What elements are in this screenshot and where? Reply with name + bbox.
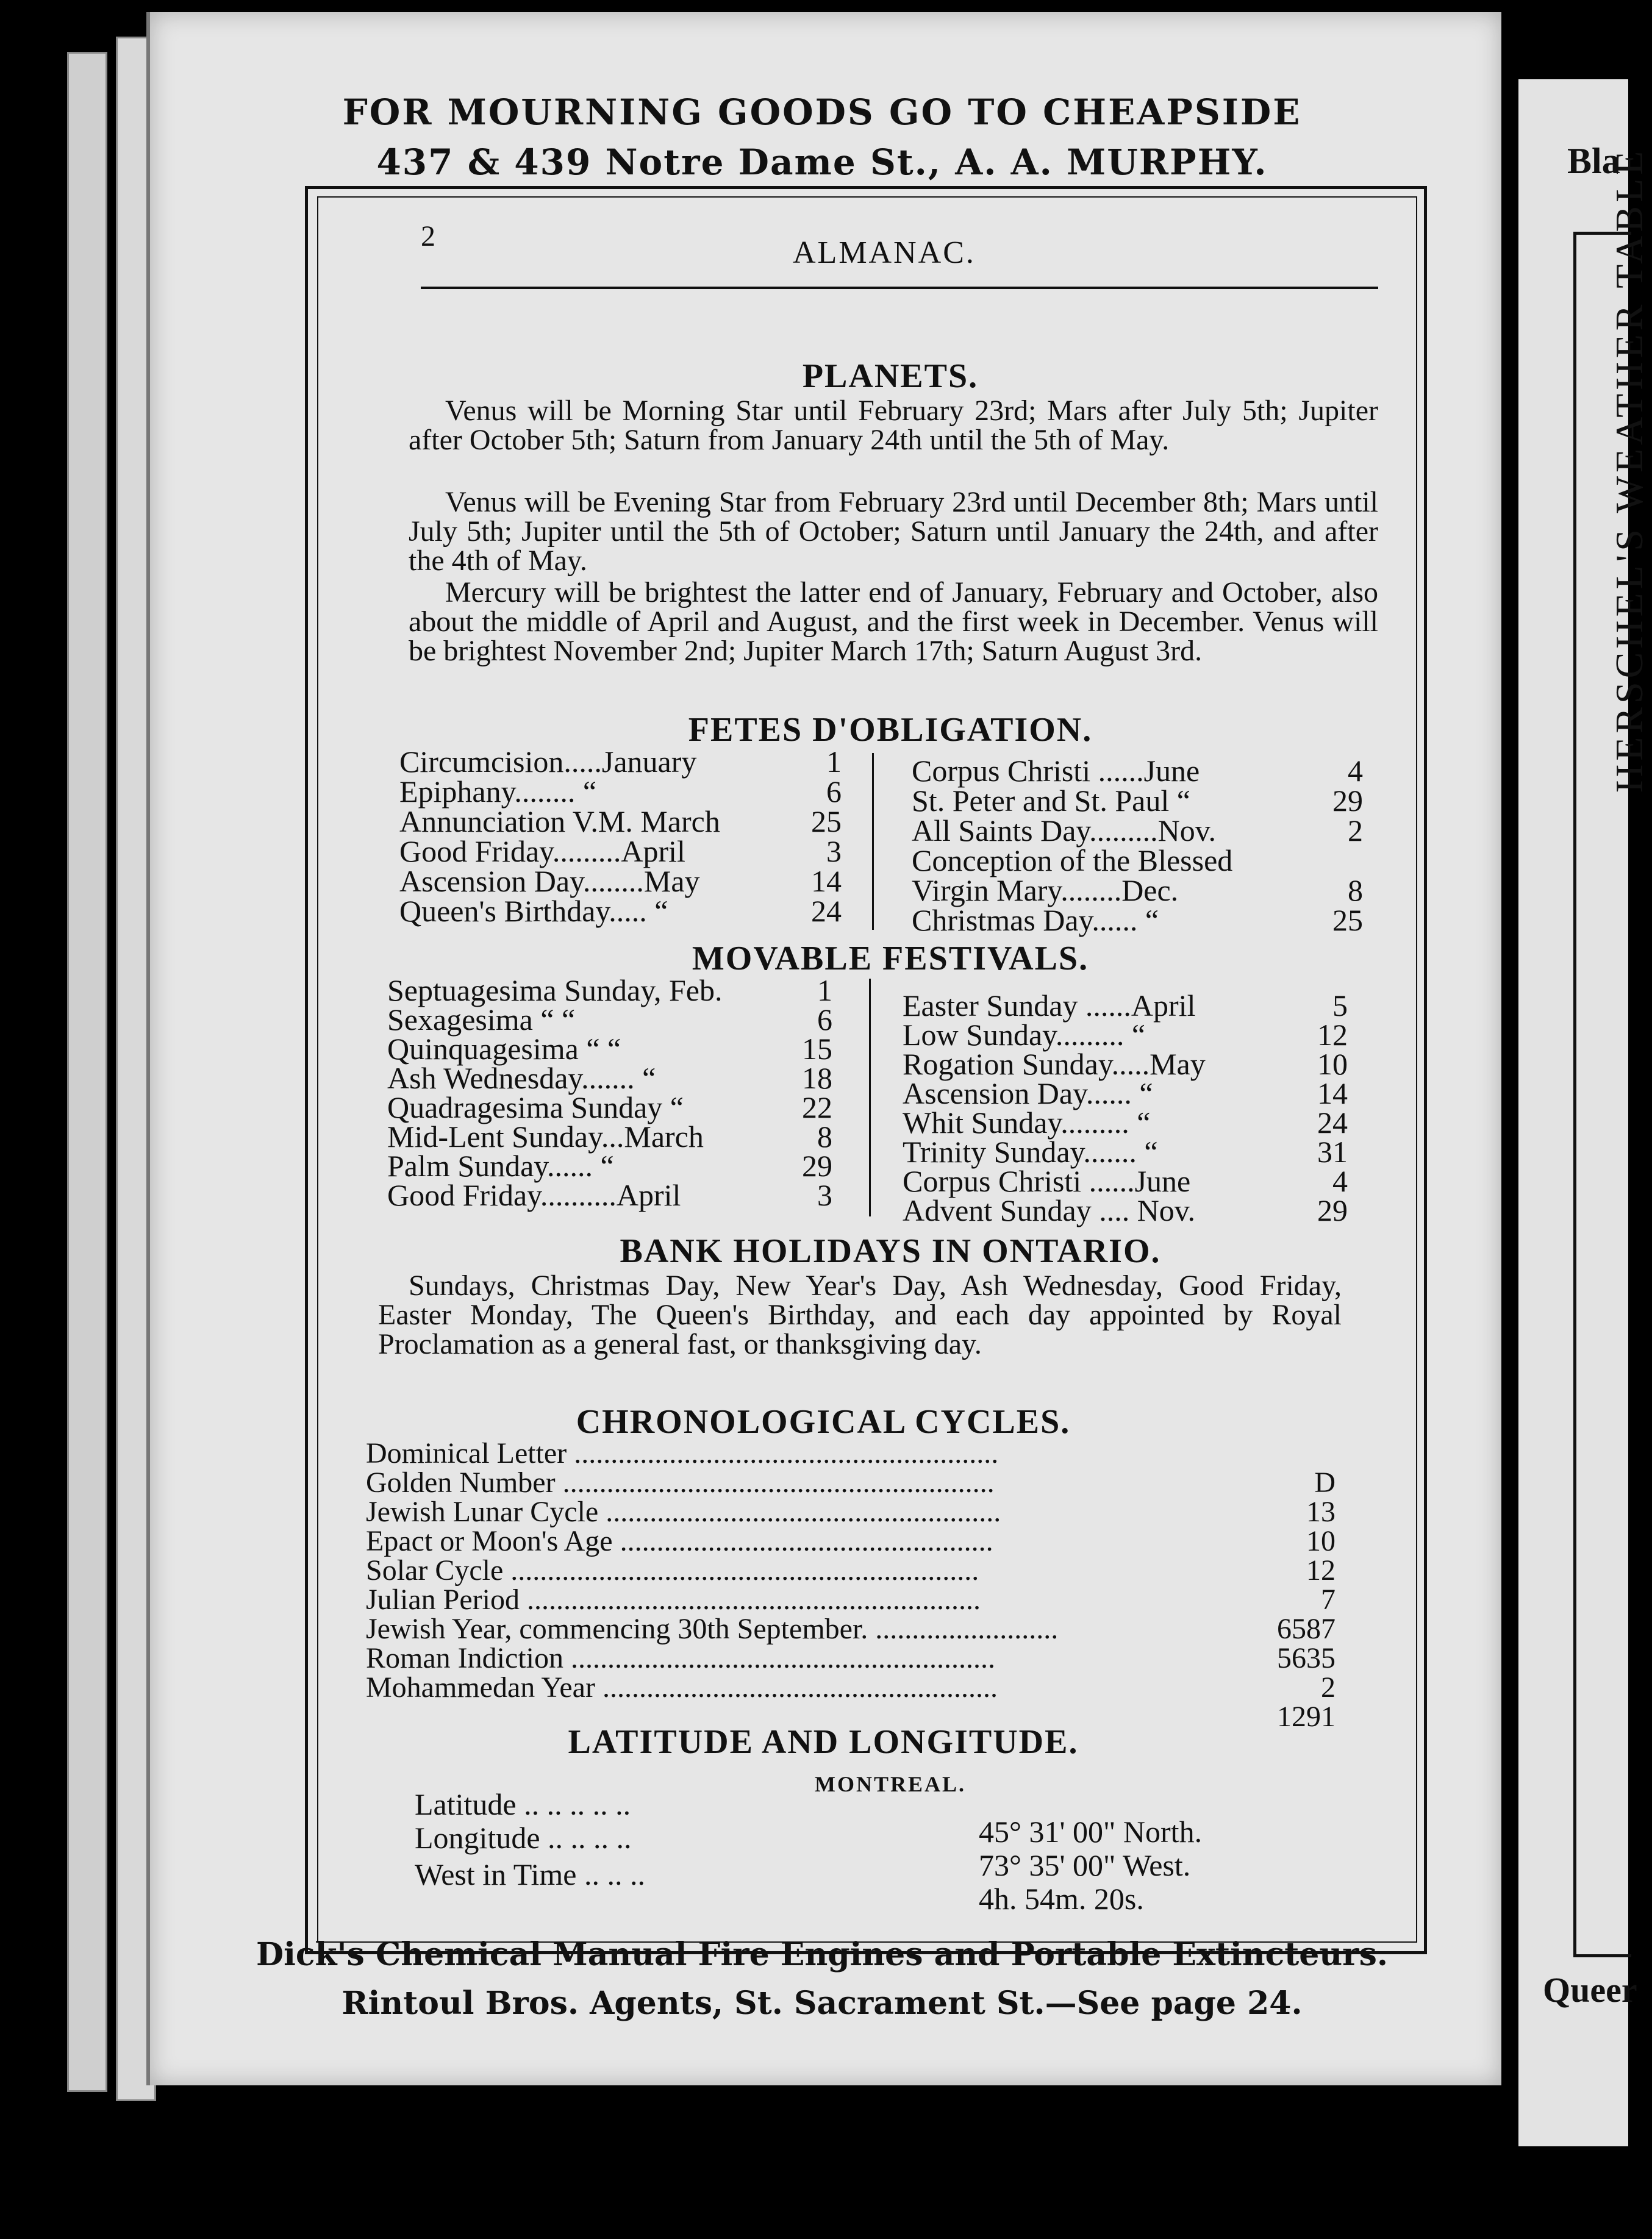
- festival-label: Good Friday..........April: [387, 1178, 681, 1212]
- cycles-table: [366, 1437, 1336, 1733]
- cycle-row: [366, 1615, 1336, 1644]
- movable-divider: [869, 979, 871, 1216]
- fetes-heading: FETES D'OBLIGATION.: [688, 711, 1093, 749]
- cycle-row: [366, 1527, 1336, 1556]
- fete-label: Epiphany........ “: [399, 774, 597, 809]
- cycle-label: Solar Cycle ................................................................: [366, 1554, 979, 1587]
- festival-date: 6: [817, 1002, 832, 1037]
- cycle-value: 13: [1306, 1496, 1336, 1528]
- fete-row: [912, 843, 1363, 877]
- cycle-row: [366, 1498, 1336, 1527]
- cycle-label: Jewish Lunar Cycle ......................................................: [366, 1496, 1001, 1528]
- festival-date: 18: [802, 1061, 832, 1095]
- cycle-label: Golden Number ...........................................................: [366, 1466, 995, 1499]
- cycle-row: [366, 1673, 1336, 1702]
- cycle-value: 5635: [1277, 1642, 1336, 1674]
- fete-row: [912, 786, 1363, 816]
- fete-date: 25: [1332, 903, 1363, 937]
- facing-page-header: Bla: [1567, 141, 1620, 181]
- festival-date: 4: [1332, 1164, 1348, 1198]
- fete-row: [912, 873, 1363, 907]
- cycle-row: [366, 1468, 1336, 1498]
- cycle-value: D: [1314, 1466, 1336, 1499]
- cycle-value: 10: [1306, 1525, 1336, 1557]
- cycle-label: Roman Indiction ..........................................................: [366, 1642, 995, 1674]
- cycle-row: [366, 1644, 1336, 1673]
- fete-label: Ascension Day........May: [399, 864, 700, 898]
- festival-row: [387, 1063, 832, 1093]
- festival-label: Corpus Christi ......June: [903, 1164, 1191, 1198]
- cycle-row: [366, 1556, 1336, 1585]
- advert-header-line2: 437 & 439 Notre Dame St., A. A. MURPHY.: [376, 141, 1268, 183]
- cycle-row: [366, 1439, 1336, 1468]
- festival-row: [903, 1049, 1348, 1079]
- fetes-left-column: [399, 747, 842, 926]
- fete-date: 8: [1348, 873, 1363, 907]
- festival-label: Easter Sunday ......April: [903, 988, 1196, 1023]
- festival-date: 31: [1317, 1135, 1348, 1169]
- festival-label: Ascension Day...... “: [903, 1076, 1153, 1110]
- festival-row: [387, 1120, 832, 1154]
- festival-label: Mid-Lent Sunday...March: [387, 1120, 704, 1154]
- fete-label: St. Peter and St. Paul “: [912, 784, 1190, 818]
- cycle-value: 1291: [1277, 1701, 1336, 1733]
- festival-label: Palm Sunday...... “: [387, 1149, 614, 1183]
- cycle-label: Epact or Moon's Age ...................................................: [366, 1525, 993, 1557]
- festival-date: 10: [1317, 1047, 1348, 1081]
- fete-label: Good Friday.........April: [399, 834, 685, 868]
- festival-label: Septuagesima Sunday, Feb.: [387, 973, 723, 1007]
- festival-date: 15: [802, 1032, 832, 1066]
- bank-holidays-text: Sundays, Christmas Day, New Year's Day, Ash Wednesday, Good Friday, Easter Monday, The Queen's Birthday, and each day appointed by Royal Proclamation as a general fast, or thanksgiving day.: [378, 1269, 1342, 1360]
- cycle-label: Julian Period ..............................................................: [366, 1584, 981, 1616]
- planets-paragraph-3: Mercury will be brightest the latter end of January, February and October, also about the middle of April and August, and the first week in December. Venus will be brightest November 2nd; Jupiter March 17th; Saturn August 3rd.: [409, 576, 1378, 667]
- festival-date: 8: [817, 1120, 832, 1154]
- fete-row: [912, 756, 1363, 786]
- festival-row: [903, 1193, 1348, 1227]
- facing-page-vertical-title: HERSCHEL'S WEATHER TABLE: [1607, 147, 1651, 793]
- planets-paragraph-1: Venus will be Morning Star until February 23rd; Mars after July 5th; Jupiter after October 5th; Saturn from January 24th until the 5th of May.: [409, 395, 1378, 456]
- cycle-value: 6587: [1277, 1613, 1336, 1645]
- fete-label: Corpus Christi ......June: [912, 754, 1200, 788]
- fete-date: 25: [811, 804, 842, 838]
- festival-label: Trinity Sunday....... “: [903, 1135, 1158, 1169]
- fete-row: [399, 896, 842, 926]
- festival-label: Sexagesima “ “: [387, 1002, 576, 1037]
- cycles-heading: CHRONOLOGICAL CYCLES.: [576, 1403, 1071, 1441]
- festival-date: 1: [817, 973, 832, 1007]
- movable-right-column: [903, 988, 1348, 1227]
- fete-label: Circumcision.....January: [399, 745, 697, 779]
- fete-row: [399, 834, 842, 868]
- bank-holidays-heading: BANK HOLIDAYS IN ONTARIO.: [620, 1232, 1161, 1270]
- page-number: 2: [421, 220, 435, 252]
- advert-footer-line1: Dick's Chemical Manual Fire Engines and Portable Extincteurs.: [256, 1936, 1388, 1973]
- festival-label: Quadragesima Sunday “: [387, 1090, 684, 1124]
- festival-row: [903, 1105, 1348, 1140]
- fetes-divider: [872, 753, 874, 930]
- festival-row: [903, 1135, 1348, 1169]
- fete-label: Annunciation V.M. March: [399, 804, 720, 838]
- cycle-value: 2: [1321, 1671, 1336, 1704]
- festival-label: Whit Sunday......... “: [903, 1105, 1151, 1140]
- planets-paragraph-2: Venus will be Evening Star from February 23rd until December 8th; Mars until July 5th; Jupiter until the 5th of October; Saturn until January the 24th, and after the 4th of May.: [409, 486, 1378, 577]
- festival-date: 14: [1317, 1076, 1348, 1110]
- festival-date: 12: [1317, 1018, 1348, 1052]
- fete-row: [399, 774, 842, 809]
- cycle-value: 12: [1306, 1554, 1336, 1587]
- fete-row: [912, 905, 1363, 935]
- cycle-value: 7: [1321, 1584, 1336, 1616]
- fete-date: 4: [1348, 754, 1363, 788]
- cycle-label: Mohammedan Year ......................................................: [366, 1671, 998, 1704]
- festival-date: 5: [1332, 988, 1348, 1023]
- festival-row: [387, 1149, 832, 1183]
- advert-footer-line2: Rintoul Bros. Agents, St. Sacrament St.—See page 24.: [341, 1985, 1303, 2022]
- fete-date: 14: [811, 864, 842, 898]
- fete-row: [399, 866, 842, 896]
- facing-page-footer: Queer: [1543, 1970, 1637, 2010]
- cycle-row: [366, 1585, 1336, 1615]
- advert-header-line1: FOR MOURNING GOODS GO TO CHEAPSIDE: [342, 91, 1302, 133]
- fetes-right-column: [912, 756, 1363, 935]
- festival-label: Ash Wednesday....... “: [387, 1061, 656, 1095]
- fete-label: Virgin Mary........Dec.: [912, 873, 1179, 907]
- festival-date: 29: [802, 1149, 832, 1183]
- longitude-value: 73° 35' 00" West.: [979, 1848, 1191, 1882]
- movable-left-column: [387, 973, 832, 1212]
- west-in-time-label: West in Time .. .. ..: [415, 1857, 645, 1891]
- longitude-label: Longitude .. .. .. ..: [415, 1821, 632, 1855]
- planets-heading: PLANETS.: [802, 357, 979, 395]
- fete-date: 29: [1332, 784, 1363, 818]
- fete-label: Queen's Birthday..... “: [399, 894, 668, 928]
- fete-row: [399, 804, 842, 838]
- fete-date: 2: [1348, 813, 1363, 848]
- cycle-label: Dominical Letter ..........................................................: [366, 1437, 999, 1469]
- west-in-time-value: 4h. 54m. 20s.: [979, 1882, 1144, 1916]
- festival-row: [387, 1032, 832, 1066]
- fete-label: Christmas Day...... “: [912, 903, 1159, 937]
- latlong-heading: LATITUDE AND LONGITUDE.: [568, 1723, 1079, 1761]
- movable-heading: MOVABLE FESTIVALS.: [692, 940, 1089, 977]
- latitude-label: Latitude .. .. .. .. ..: [415, 1787, 631, 1821]
- fete-label: Conception of the Blessed: [912, 843, 1233, 877]
- fete-date: 24: [811, 894, 842, 928]
- header-rule: [421, 287, 1378, 289]
- festival-label: Rogation Sunday.....May: [903, 1047, 1206, 1081]
- latitude-value: 45° 31' 00" North.: [979, 1815, 1203, 1849]
- fete-label: All Saints Day.........Nov.: [912, 813, 1217, 848]
- festival-row: [387, 973, 832, 1007]
- festival-row: [903, 988, 1348, 1023]
- festival-label: Advent Sunday .... Nov.: [903, 1193, 1196, 1227]
- festival-row: [903, 1076, 1348, 1110]
- festival-label: Low Sunday......... “: [903, 1018, 1146, 1052]
- festival-row: [387, 1180, 832, 1210]
- back-page-edge: [67, 52, 107, 2092]
- latlong-city: MONTREAL.: [814, 1772, 966, 1796]
- festival-row: [903, 1166, 1348, 1196]
- running-title: ALMANAC.: [793, 235, 976, 270]
- festival-row: [903, 1018, 1348, 1052]
- festival-date: 22: [802, 1090, 832, 1124]
- festival-date: 24: [1317, 1105, 1348, 1140]
- fete-row: [399, 747, 842, 777]
- festival-date: 3: [817, 1178, 832, 1212]
- festival-row: [387, 1002, 832, 1037]
- festival-row: [387, 1090, 832, 1124]
- festival-label: Quinquagesima “ “: [387, 1032, 621, 1066]
- fete-date: 6: [826, 774, 842, 809]
- fete-row: [912, 813, 1363, 848]
- fete-date: 3: [826, 834, 842, 868]
- fete-date: 1: [826, 745, 842, 779]
- cycle-label: Jewish Year, commencing 30th September. .........................: [366, 1613, 1059, 1645]
- festival-date: 29: [1317, 1193, 1348, 1227]
